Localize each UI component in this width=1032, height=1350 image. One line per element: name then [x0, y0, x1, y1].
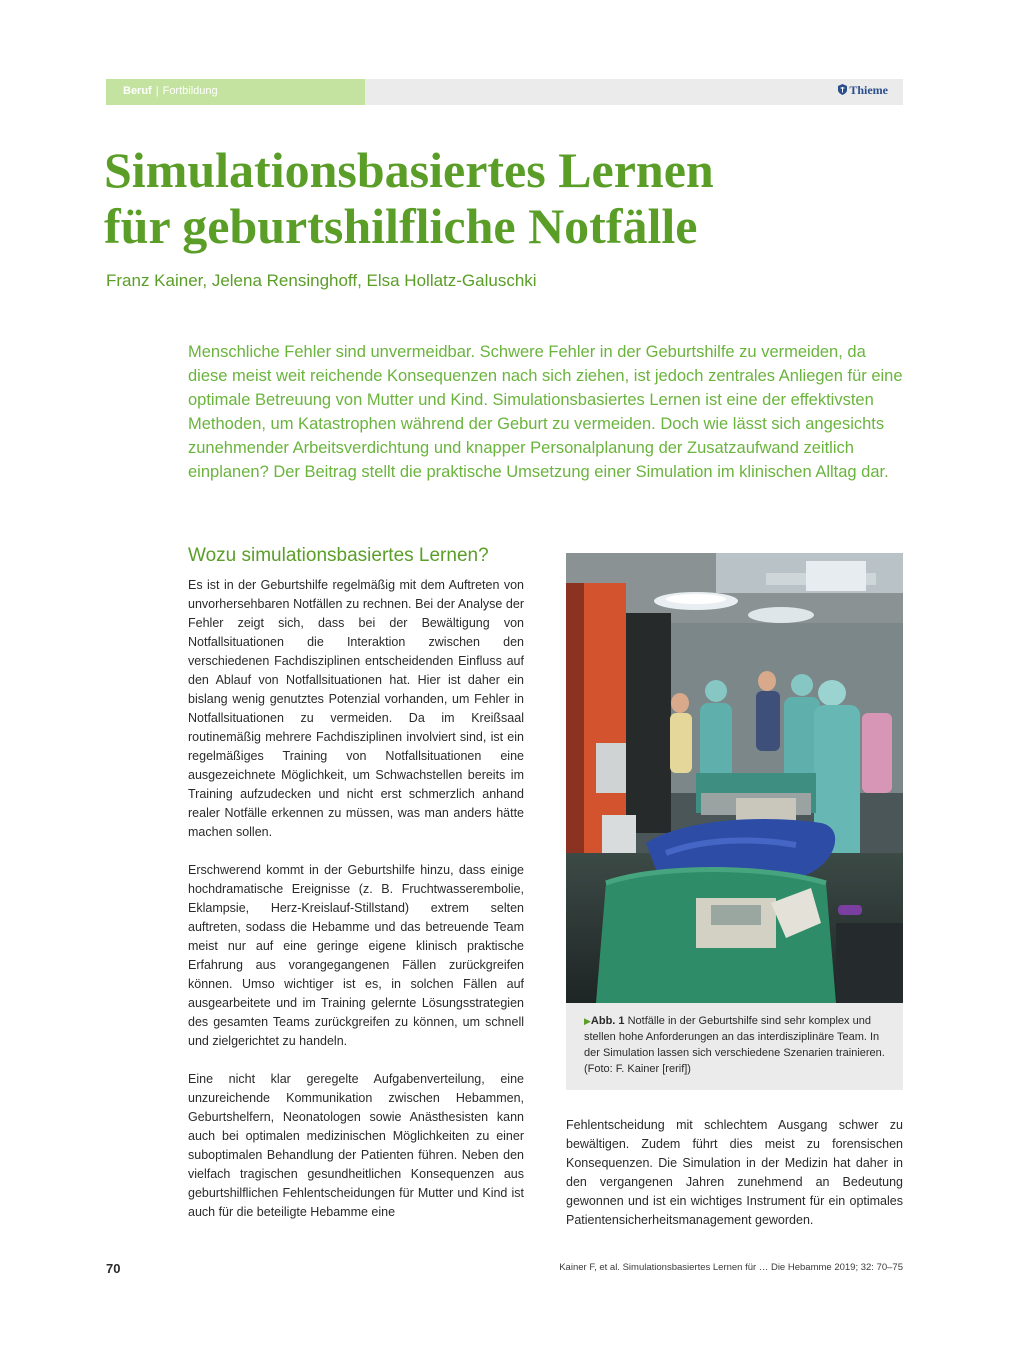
figure-caption-box [566, 1003, 903, 1090]
body-paragraph: Eine nicht klar geregelte Aufgabenverteilung, eine unzureichende Kommunikation zwischen Hebammen, Geburtshelfern, Neonatologen sowie Anästhesisten kann auch bei optimalen medizinischen Möglichkeiten zu einer suboptimalen Behandlung der Patienten führen. Neben den vielfach tragischen gesundheitlichen Konsequenzen aus geburtshilflichen Fehlentscheidungen für Mutter und Kind ist auch für die beteiligte Hebamme eine [188, 1072, 524, 1219]
title-line-2: für geburtshilfliche Notfälle [104, 198, 698, 254]
header-bar [106, 79, 903, 105]
section-heading: Wozu simulationsbasiertes Lernen? [188, 545, 489, 566]
right-column [566, 1116, 903, 1230]
figure-label: Abb. 1 [590, 1015, 625, 1027]
publisher-name: Thieme [849, 83, 888, 97]
figure-caption-text: Notfälle in der Geburtshilfe sind sehr komplex und stellen hohe Anforderungen an das interdisziplinäre Team. In der Simulation lassen sich verschiedene Szenarien trainieren. (Foto: F. Kainer [rerif]) [584, 1015, 885, 1075]
abstract: Menschliche Fehler sind unvermeidbar. Schwere Fehler in der Geburtshilfe zu vermeiden, da diese meist weit reichende Konsequenzen nach sich ziehen, ist jedoch zentrales Anliegen für eine optimale Betreuung von Mutter und Kind. Simulationsbasiertes Lernen ist eine der effektivsten Methoden, um Katastrophen während der Geburt zu vermeiden. Doch wie lässt sich angesichts zunehmender Arbeitsverdichtung und knapper Personalplanung der Zusatzaufwand zeitlich einplanen? Der Beitrag stellt die praktische Umsetzung einer Simulation im klinischen Alltag dar. [188, 343, 903, 481]
body-paragraph: Es ist in der Geburtshilfe regelmäßig mit dem Auftreten von unvorhersehbaren Notfällen zu rechnen. Bei der Analyse der Fehler zeigt sich, dass bei der Bewältigung von Notfallsituationen die Interaktion zwischen den verschiedenen Fachdisziplinen entscheidenden Einfluss auf den Ablauf von Notfallsituationen hat. Hier ist daher ein bislang wenig genutztes Potenzial vorhanden, um Fehler in Notfallsituationen zu vermeiden. Da im Kreißsaal routinemäßig mehrere Fachdisziplinen involviert sind, ist ein regelmäßiges Training von Notfallsituationen eine ausgezeichnete Möglichkeit, um Schwachstellen bereits im Training aufzudecken und nicht erst schmerzlich anhand realer Notfälle erkennen zu müssen, was man anders hätte machen sollen. [188, 578, 524, 839]
figure-caption [566, 1003, 903, 1077]
title-line-1: Simulationsbasiertes Lernen [104, 142, 714, 198]
figure-photo [566, 553, 903, 1003]
operating-room-photo [566, 553, 903, 1003]
section-name: Beruf [123, 85, 152, 97]
page-number: 70 [106, 1261, 121, 1276]
section-separator: | [155, 85, 159, 97]
thieme-logo-icon [838, 84, 847, 95]
section-label [123, 85, 218, 97]
authors: Franz Kainer, Jelena Rensinghoff, Elsa Hollatz-Galuschki [106, 271, 537, 290]
publisher-logo [838, 83, 888, 98]
caption-arrow-icon: ▶ [584, 1016, 591, 1026]
subsection-name: Fortbildung [162, 85, 218, 97]
article-title [104, 142, 904, 254]
body-paragraph: Fehlentscheidung mit schlechtem Ausgang schwer zu bewältigen. Zudem führt dies meist zu forensischen Konsequenzen. Die Simulation in der Medizin hat daher in den vergangenen Jahren zunehmend an Bedeutung gewonnen und ist ein wichtiges Instrument für ein optimales Patientensicherheitsmanagement geworden. [566, 1118, 903, 1227]
citation: Kainer F, et al. Simulationsbasiertes Lernen für … Die Hebamme 2019; 32: 70–75 [559, 1262, 903, 1273]
left-column [188, 544, 524, 1241]
section-tab [106, 79, 365, 105]
body-paragraph: Erschwerend kommt in der Geburtshilfe hinzu, dass einige hochdramatische Ereignisse (z. B. Fruchtwasserembolie, Eklampsie, Herz-Kreislauf-Stillstand) extrem selten auftreten, sodass die Hebamme und das betreuende Team meist nur auf eine geringe eigene klinisch praktische Erfahrung aus vorangegangenen Fällen zurückgreifen können. Umso wichtiger ist es, in solchen Fällen auf ausgearbeitete und im Training gelernte Lösungsstrategien des gesamten Teams zurückgreifen zu können, um schnell und zielgerichtet zu handeln. [188, 863, 524, 1048]
